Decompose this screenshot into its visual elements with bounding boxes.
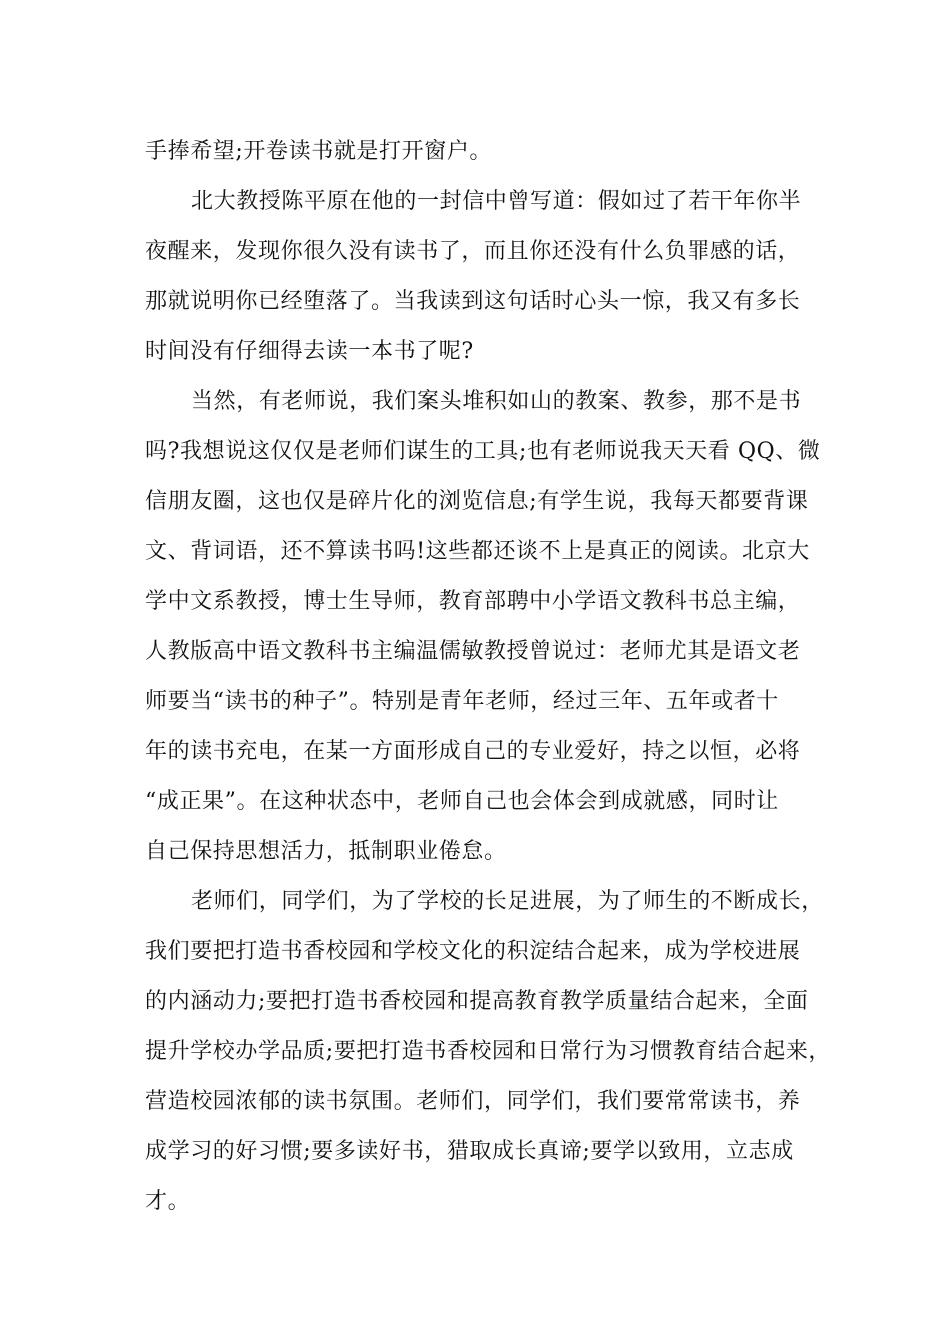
body-text	[145, 127, 835, 1227]
text-line: 才。	[145, 1189, 191, 1214]
text-line: 人教版高中语文教科书主编温儒敏教授曾说过：老师尤其是语文老	[145, 639, 801, 664]
text-line: 我们要把打造书香校园和学校文化的积淀结合起来，成为学校进展	[145, 939, 801, 964]
text-line: 年的读书充电，在某一方面形成自己的专业爱好，持之以恒，必将	[145, 739, 801, 764]
text-line: 营造校园浓郁的读书氛围。老师们，同学们，我们要常常读书，养	[145, 1089, 801, 1114]
paragraph-start-line: 北大教授陈平原在他的一封信中曾写道：假如过了若干年你半	[191, 189, 802, 214]
paragraph-start-line: 老师们，同学们，为了学校的长足进展，为了师生的不断成长，	[191, 889, 824, 914]
text-line: “成正果”。在这种状态中，老师自己也会体会到成就感，同时让	[145, 789, 779, 814]
text-line: 自己保持思想活力，抵制职业倦怠。	[145, 839, 507, 864]
text-line: 吗?我想说这仅仅是老师们谋生的工具;也有老师说我天天看 QQ、微	[145, 439, 821, 464]
text-line: 时间没有仔细得去读一本书了呢?	[145, 339, 474, 364]
text-line: 师要当“读书的种子”。特别是青年老师，经过三年、五年或者十	[145, 689, 779, 714]
text-line: 文、背词语，还不算读书吗!这些都还谈不上是真正的阅读。北京大	[145, 539, 810, 564]
text-line: 夜醒来，发现你很久没有读书了，而且你还没有什么负罪感的话，	[145, 239, 801, 264]
text-line: 的内涵动力;要把打造书香校园和提高教育教学质量结合起来，全面	[145, 989, 809, 1014]
text-line: 手捧希望;开卷读书就是打开窗户。	[145, 139, 493, 164]
text-line: 那就说明你已经堕落了。当我读到这句话时心头一惊，我又有多长	[145, 289, 801, 314]
text-line: 学中文系教授，博士生导师，教育部聘中小学语文教科书总主编，	[145, 589, 801, 614]
text-line: 提升学校办学品质;要把打造书香校园和日常行为习惯教育结合起来，	[145, 1039, 832, 1064]
text-line: 成学习的好习惯;要多读好书，猎取成长真谛;要学以致用，立志成	[145, 1139, 794, 1164]
text-line: 信朋友圈，这也仅是碎片化的浏览信息;有学生说，我每天都要背课	[145, 489, 809, 514]
paragraph-start-line: 当然，有老师说，我们案头堆积如山的教案、教参，那不是书	[191, 389, 802, 414]
